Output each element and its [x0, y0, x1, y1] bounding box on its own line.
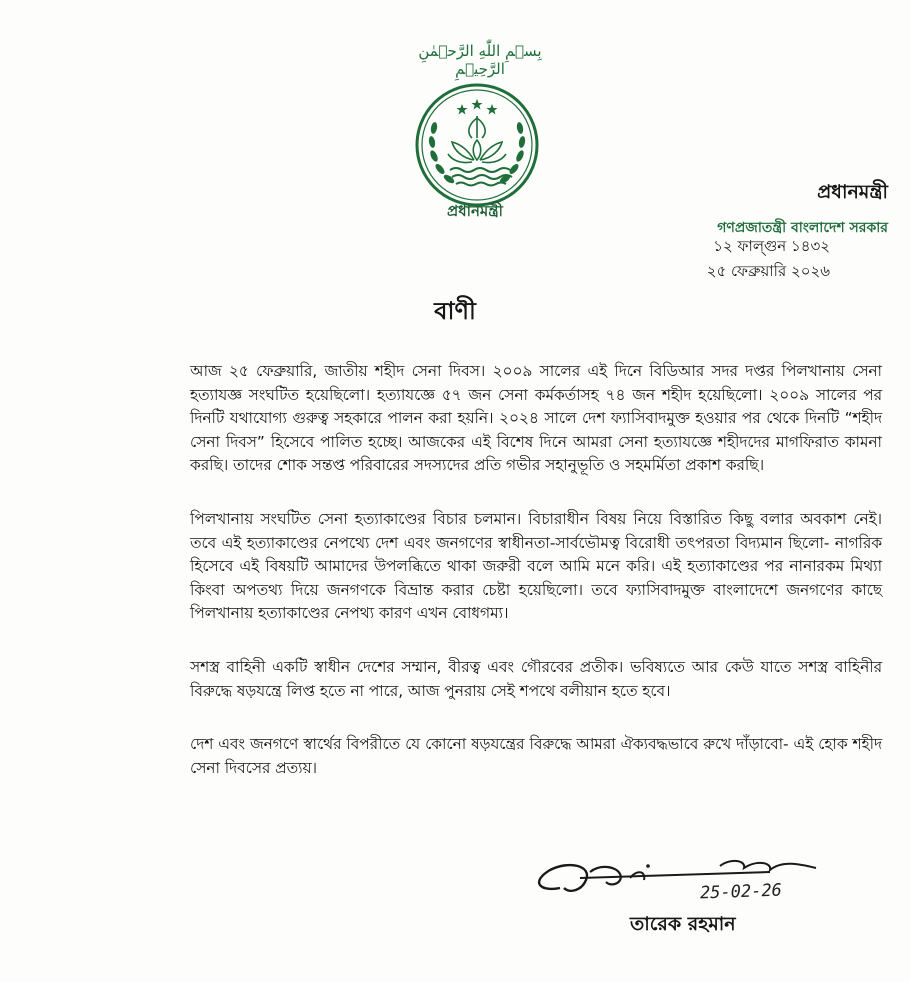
body-paragraph: সশস্ত্র বাহিনী একটি স্বাধীন দেশের সম্মান, বীরত্ব এবং গৌরবের প্রতীক। ভবিষ্যতে আর কেউ যাতে সশস্ত্র বাহিনীর বিরুদ্ধে ষড়যন্ত্রে লিপ্ত হতে না পারে, আজ পুনরায় সেই শপথে বলীয়ান হতে হবে।	[190, 657, 882, 700]
handwritten-signature-icon	[520, 848, 850, 912]
government-name: গণপ্রজাতন্ত্রী বাংলাদেশ সরকার	[717, 220, 888, 236]
message-heading: বাণী	[434, 297, 476, 325]
message-body	[190, 360, 882, 810]
emblem-caption: প্রধানমন্ত্রী	[447, 202, 503, 220]
bismillah-calligraphy: بِسۡمِ اللّٰهِ الرَّحۡمٰنِ الرَّحِیۡمِ	[418, 42, 542, 78]
body-paragraph: দেশ এবং জনগণে স্বার্থের বিপরীতে যে কোনো ষড়যন্ত্রের বিরুদ্ধে আমরা ঐক্যবদ্ধভাবে রুখে দাঁড়াবো- এই হোক শহীদ সেনা দিবসের প্রত্যয়।	[190, 735, 882, 777]
body-paragraph: আজ ২৫ ফেব্রুয়ারি, জাতীয় শহীদ সেনা দিবস। ২০০৯ সালের এই দিনে বিডিআর সদর দপ্তর পিলখানায় সেনা হত্যাযজ্ঞ সংঘটিত হয়েছিলো। হত্যাযজ্ঞে ৫৭ জন সেনা কর্মকর্তাসহ ৭৪ জন শহীদ হয়েছিলো। ২০০৯ সালের পর দিনটি যথাযোগ্য গুরুত্ব সহকারে পালন করা হয়নি। ২০২৪ সালে দেশ ফ্যাসিবাদমুক্ত হওয়ার পর থেকে দিনটি “শহীদ সেনা দিবস” হিসেবে পালিত হচ্ছে। আজকের এই বিশেষ দিনে আমরা সেনা হত্যাযজ্ঞে শহীদদের মাগফিরাত কামনা করছি। তাদের শোক সন্তপ্ত পরিবারের সদস্যদের প্রতি গভীর সহানুভূতি ও সহমর্মিতা প্রকাশ করছি।	[190, 362, 882, 475]
signature-date: 25-02-26	[699, 880, 783, 904]
office-block	[528, 178, 888, 240]
body-paragraph: পিলখানায় সংঘটিত সেনা হত্যাকাণ্ডের বিচার চলমান। বিচারাধীন বিষয় নিয়ে বিস্তারিত কিছু বলার অবকাশ নেই। তবে এই হত্যাকাণ্ডের নেপথ্যে দেশ এবং জনগণের স্বাধীনতা-সার্বভৌমত্ব বিরোধী তৎপরতা বিদ্যমান ছিলো- নাগরিক হিসেবে এই বিষয়টি আমাদের উপলব্ধিতে থাকা জরুরী বলে আমি মনে করি। এই হত্যাকাণ্ডের পর নানারকম মিথ্যা কিংবা অপতথ্য দিয়ে জনগণকে বিভ্রান্ত করার চেষ্টা হয়েছিলো। তবে ফ্যাসিবাদমুক্ত বাংলাদেশে জনগণের কাছে পিলখানায় হত্যাকাণ্ডের নেপথ্য কারণ এখন বোধগম্য।	[190, 509, 882, 623]
signatory-name: তারেক রহমান	[630, 913, 736, 935]
national-emblem-icon	[414, 82, 540, 208]
office-title: প্রধানমন্ত্রী	[817, 181, 888, 203]
date-gregorian: ২৫ ফেব্রুয়ারি ২০২৬	[706, 262, 830, 280]
letter-dates	[530, 234, 830, 284]
date-bangla: ১২ ফাল্গুন ১৪৩২	[713, 237, 830, 255]
